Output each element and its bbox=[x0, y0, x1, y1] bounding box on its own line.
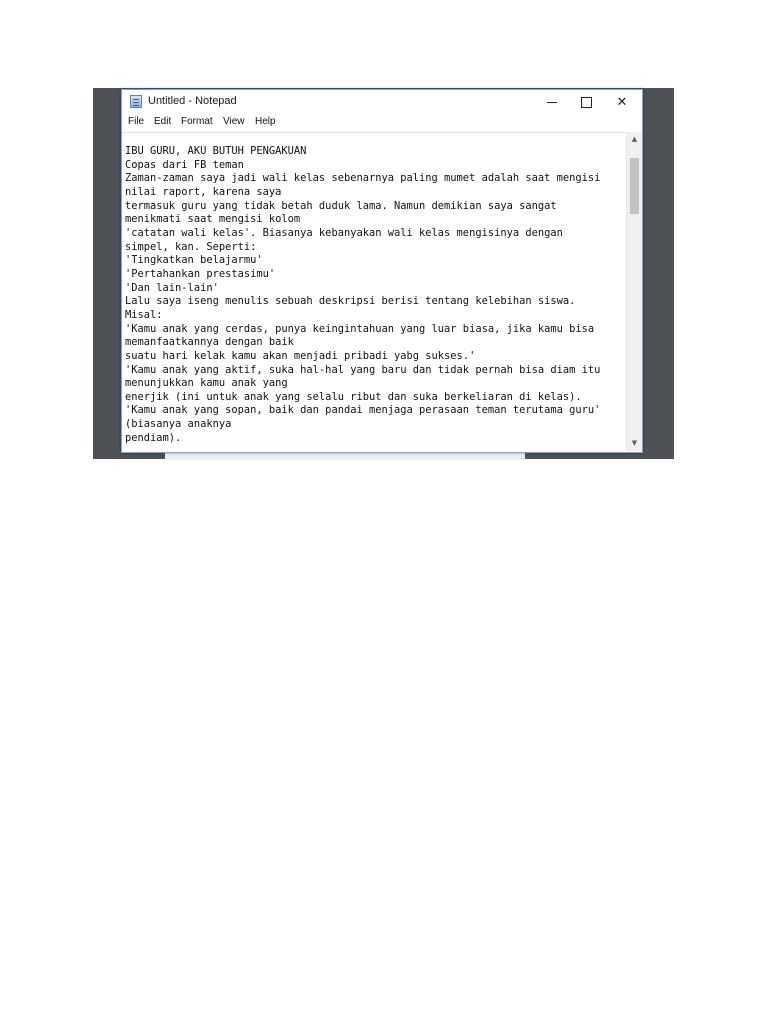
window-title: Untitled - Notepad bbox=[148, 95, 237, 107]
menu-item-format[interactable]: Format bbox=[181, 116, 213, 127]
minimize-button[interactable] bbox=[534, 90, 570, 114]
document-text[interactable]: IBU GURU, AKU BUTUH PENGAKUAN Copas dari FB teman Zaman-zaman saya jadi wali kelas sebenarnya paling mumet adalah saat mengisi nilai raport, karena saya termasuk guru yang tidak betah duduk lama. Namun demikian saya sangat menikmati saat mengisi kolom 'catatan wali kelas'. Biasanya kebanyakan wali kelas mengisinya dengan simpel, kan. Seperti: 'Tingkatkan belajarmu' 'Pertahankan prestasimu' 'Dan lain-lain' Lalu saya iseng menulis sebuah deskripsi berisi tentang kelebihan siswa. Misal: 'Kamu anak yang cerdas, punya keingintahuan yang luar biasa, jika kamu bisa memanfaatkannya dengan baik suatu hari kelak kamu akan menjadi pribadi yabg sukses.' 'Kamu anak yang aktif, suka hal-hal yang baru dan tidak pernah bisa diam itu menunjukkan kamu anak yang enerjik (ini untuk anak yang selalu ribut dan suka berkeliaran di kelas). 'Kamu anak yang sopan, baik dan pandai menjaga perasaan teman terutama guru' (biasanya anaknya pendiam). bbox=[125, 145, 601, 444]
notepad-app-icon[interactable] bbox=[130, 95, 142, 108]
menu-item-file[interactable]: File bbox=[128, 116, 145, 127]
scroll-down-arrow-icon[interactable]: ▼ bbox=[631, 439, 638, 447]
menu-item-help[interactable]: Help bbox=[255, 116, 276, 127]
menu-item-edit[interactable]: Edit bbox=[154, 116, 172, 127]
vertical-scrollbar[interactable] bbox=[626, 132, 642, 451]
maximize-button[interactable] bbox=[568, 90, 604, 114]
title-bar[interactable] bbox=[122, 90, 642, 114]
close-button[interactable]: ✕ bbox=[616, 94, 628, 109]
menu-item-view[interactable]: View bbox=[223, 116, 245, 127]
scrollbar-thumb[interactable] bbox=[630, 158, 639, 214]
background-dark-strip bbox=[93, 452, 165, 459]
text-editor[interactable] bbox=[122, 132, 626, 452]
menu-bar bbox=[122, 114, 642, 132]
notepad-window bbox=[121, 89, 643, 453]
scroll-up-arrow-icon[interactable]: ▲ bbox=[631, 135, 638, 143]
